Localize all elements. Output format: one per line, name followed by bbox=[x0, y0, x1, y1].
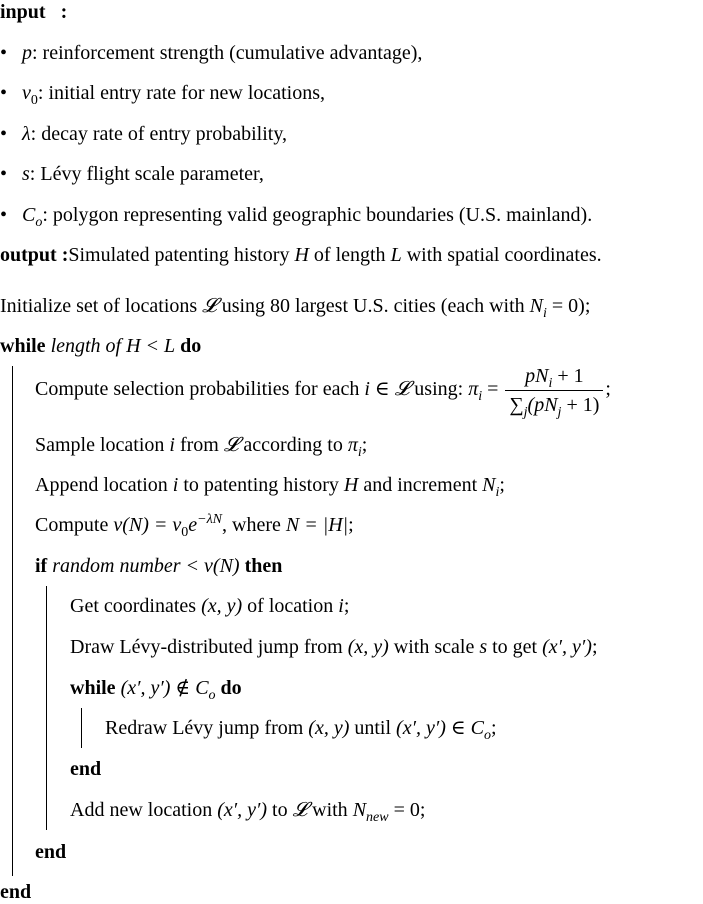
while-inner-bar bbox=[81, 708, 82, 748]
addnew-line: Add new location (x′, y′) to 𝓛 with $N_{new} = 0$; bbox=[70, 797, 426, 825]
compute-prob-line: Compute selection probabilities for each i ∈ 𝓛 using: $\pi_i$ = $\frac{pN_i + 1}{\sum_j(pN_j + 1)}$ ; bbox=[35, 364, 611, 420]
sample-line: Sample location i from 𝓛 according to $\pi_i$; bbox=[35, 432, 368, 460]
bullet: • bbox=[0, 42, 8, 64]
append-line: Append location i to patenting history H and increment $N_i$; bbox=[35, 474, 505, 500]
input-item-s: • s: Lévy flight scale parameter, bbox=[0, 163, 264, 185]
output-line: output :Simulated patenting history H of length L with spatial coordinates. bbox=[0, 244, 602, 266]
input-item-p: • p: reinforcement strength (cumulative advantage), bbox=[0, 42, 423, 64]
if-bar bbox=[46, 586, 47, 830]
input-item-co: • $C_o$: polygon representing valid geographic boundaries (U.S. mainland). bbox=[0, 204, 593, 230]
bullet: • bbox=[0, 82, 8, 104]
while-outer: while length of H < L do bbox=[0, 335, 202, 357]
redraw-line: Redraw Lévy jump from (x, y) until (x′, y′) ∈ $C_o$; bbox=[105, 717, 497, 743]
selection-fraction: $\frac{pN_i + 1}{\sum_j(pN_j + 1)}$ bbox=[505, 365, 603, 416]
while-inner: while (x′, y′) ∉ $C_o$ do bbox=[70, 677, 242, 703]
while-outer-bar bbox=[12, 366, 13, 876]
end-inner: end bbox=[70, 758, 102, 780]
compute-nu-line: Compute $\nu(N) = \nu_0e^{-\lambda N}$, where N = |H|; bbox=[35, 512, 354, 540]
input-header bbox=[0, 0, 67, 24]
end-if: end bbox=[35, 841, 67, 863]
draw-line: Draw Lévy-distributed jump from (x, y) with scale s to get (x′, y′); bbox=[70, 636, 598, 658]
output-keyword: output : bbox=[0, 244, 69, 266]
bullet: • bbox=[0, 123, 8, 145]
input-keyword: input bbox=[0, 1, 46, 23]
getcoords-line: Get coordinates (x, y) of location i; bbox=[70, 595, 350, 617]
input-colon: : bbox=[60, 1, 68, 23]
input-item-lambda: • λ: decay rate of entry probability, bbox=[0, 123, 288, 145]
if-line: if random number < ν(N) then bbox=[35, 555, 283, 577]
bullet: • bbox=[0, 204, 8, 226]
bullet: • bbox=[0, 163, 8, 185]
init-line: Initialize set of locations 𝓛 using 80 largest U.S. cities (each with $N_i = 0$); bbox=[0, 293, 591, 321]
end-while: end bbox=[0, 881, 32, 903]
input-item-nu0: • $\nu_0$: initial entry rate for new locations, bbox=[0, 82, 326, 108]
